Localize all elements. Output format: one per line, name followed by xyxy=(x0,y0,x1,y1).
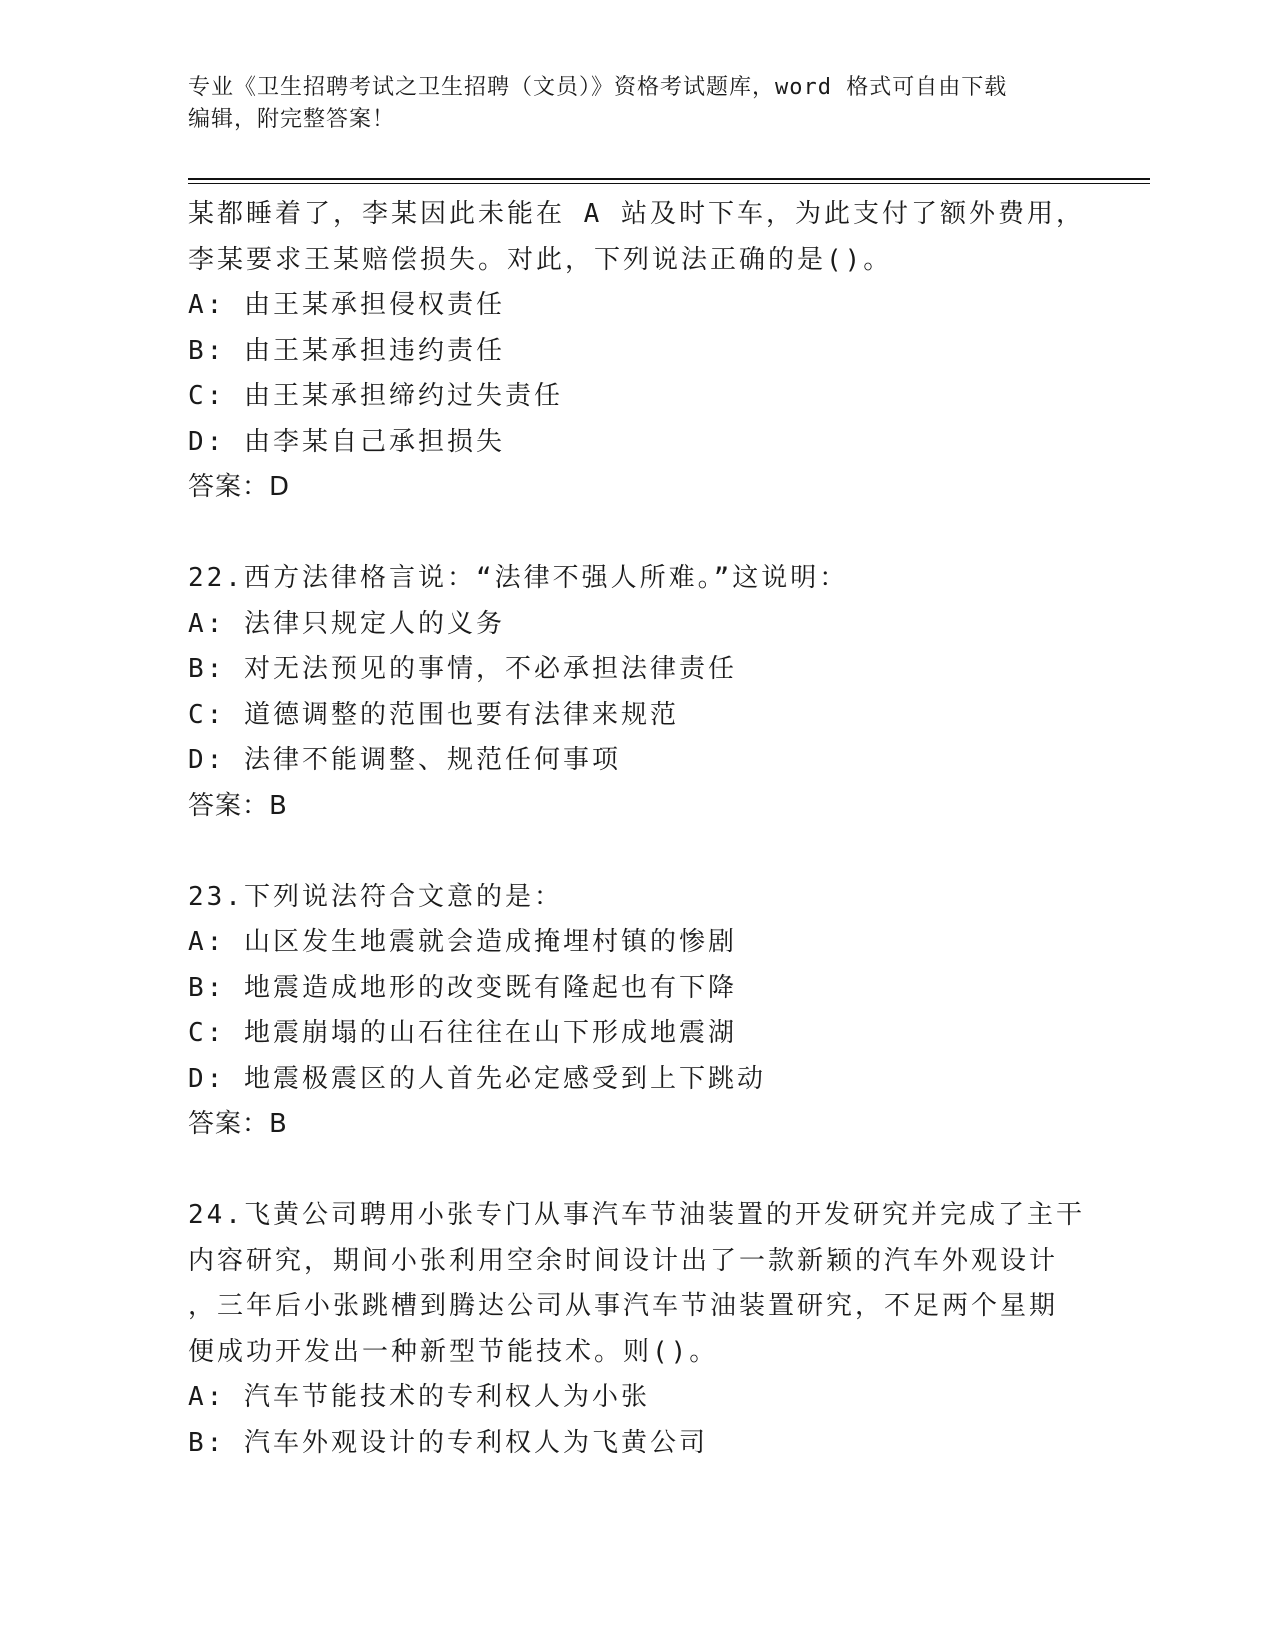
question-content xyxy=(188,192,1088,1466)
answer: 答案：B xyxy=(188,790,288,821)
option-a: A: 山区发生地震就会造成掩埋村镇的惨剧 xyxy=(188,927,737,957)
question-stem-line: ，三年后小张跳槽到腾达公司从事汽车节油装置研究，不足两个星期 xyxy=(188,1291,1059,1321)
option-d: D: 法律不能调整、规范任何事项 xyxy=(188,745,621,775)
header-divider-thick xyxy=(188,178,1150,180)
option-a: A: 由王某承担侵权责任 xyxy=(188,290,505,320)
question-stem-line: 李某要求王某赔偿损失。对此，下列说法正确的是()。 xyxy=(188,244,893,275)
option-c: C: 道德调整的范围也要有法律来规范 xyxy=(188,699,679,730)
option-c: C: 由王某承担缔约过失责任 xyxy=(188,381,563,411)
question-21 xyxy=(188,192,1088,511)
question-23 xyxy=(188,875,1088,1148)
answer: 答案：D xyxy=(188,472,291,502)
question-stem-line: 内容研究，期间小张利用空余时间设计出了一款新颖的汽车外观设计 xyxy=(188,1245,1059,1276)
question-stem-line: 23.下列说法符合文意的是： xyxy=(188,881,563,912)
question-24 xyxy=(188,1193,1088,1466)
header-divider-thin xyxy=(188,183,1150,184)
option-b: B: 汽车外观设计的专利权人为飞黄公司 xyxy=(188,1427,708,1458)
question-stem-line: 22.西方法律格言说：“法律不强人所难。”这说明： xyxy=(188,563,849,593)
document-header: 专业《卫生招聘考试之卫生招聘（文员）》资格考试题库，word 格式可自由下载 编辑，附完整答案！ xyxy=(188,75,1008,132)
option-a: A: 汽车节能技术的专利权人为小张 xyxy=(188,1382,650,1412)
option-c: C: 地震崩塌的山石往往在山下形成地震湖 xyxy=(188,1018,737,1048)
option-a: A: 法律只规定人的义务 xyxy=(188,608,505,639)
option-d: D: 由李某自己承担损失 xyxy=(188,426,505,457)
question-stem-line: 某都睡着了，李某因此未能在 A 站及时下车，为此支付了额外费用， xyxy=(188,199,1085,229)
spacer xyxy=(188,829,1088,875)
option-b: B: 对无法预见的事情，不必承担法律责任 xyxy=(188,654,737,684)
question-stem-line: 24.飞黄公司聘用小张专门从事汽车节油装置的开发研究并完成了主干 xyxy=(188,1200,1085,1230)
option-d: D: 地震极震区的人首先必定感受到上下跳动 xyxy=(188,1063,766,1094)
option-b: B: 地震造成地形的改变既有隆起也有下降 xyxy=(188,972,737,1003)
spacer xyxy=(188,511,1088,557)
answer: 答案：B xyxy=(188,1109,288,1139)
spacer xyxy=(188,1148,1088,1194)
question-stem-line: 便成功开发出一种新型节能技术。则()。 xyxy=(188,1336,719,1367)
option-b: B: 由王某承担违约责任 xyxy=(188,335,505,366)
question-22 xyxy=(188,556,1088,829)
